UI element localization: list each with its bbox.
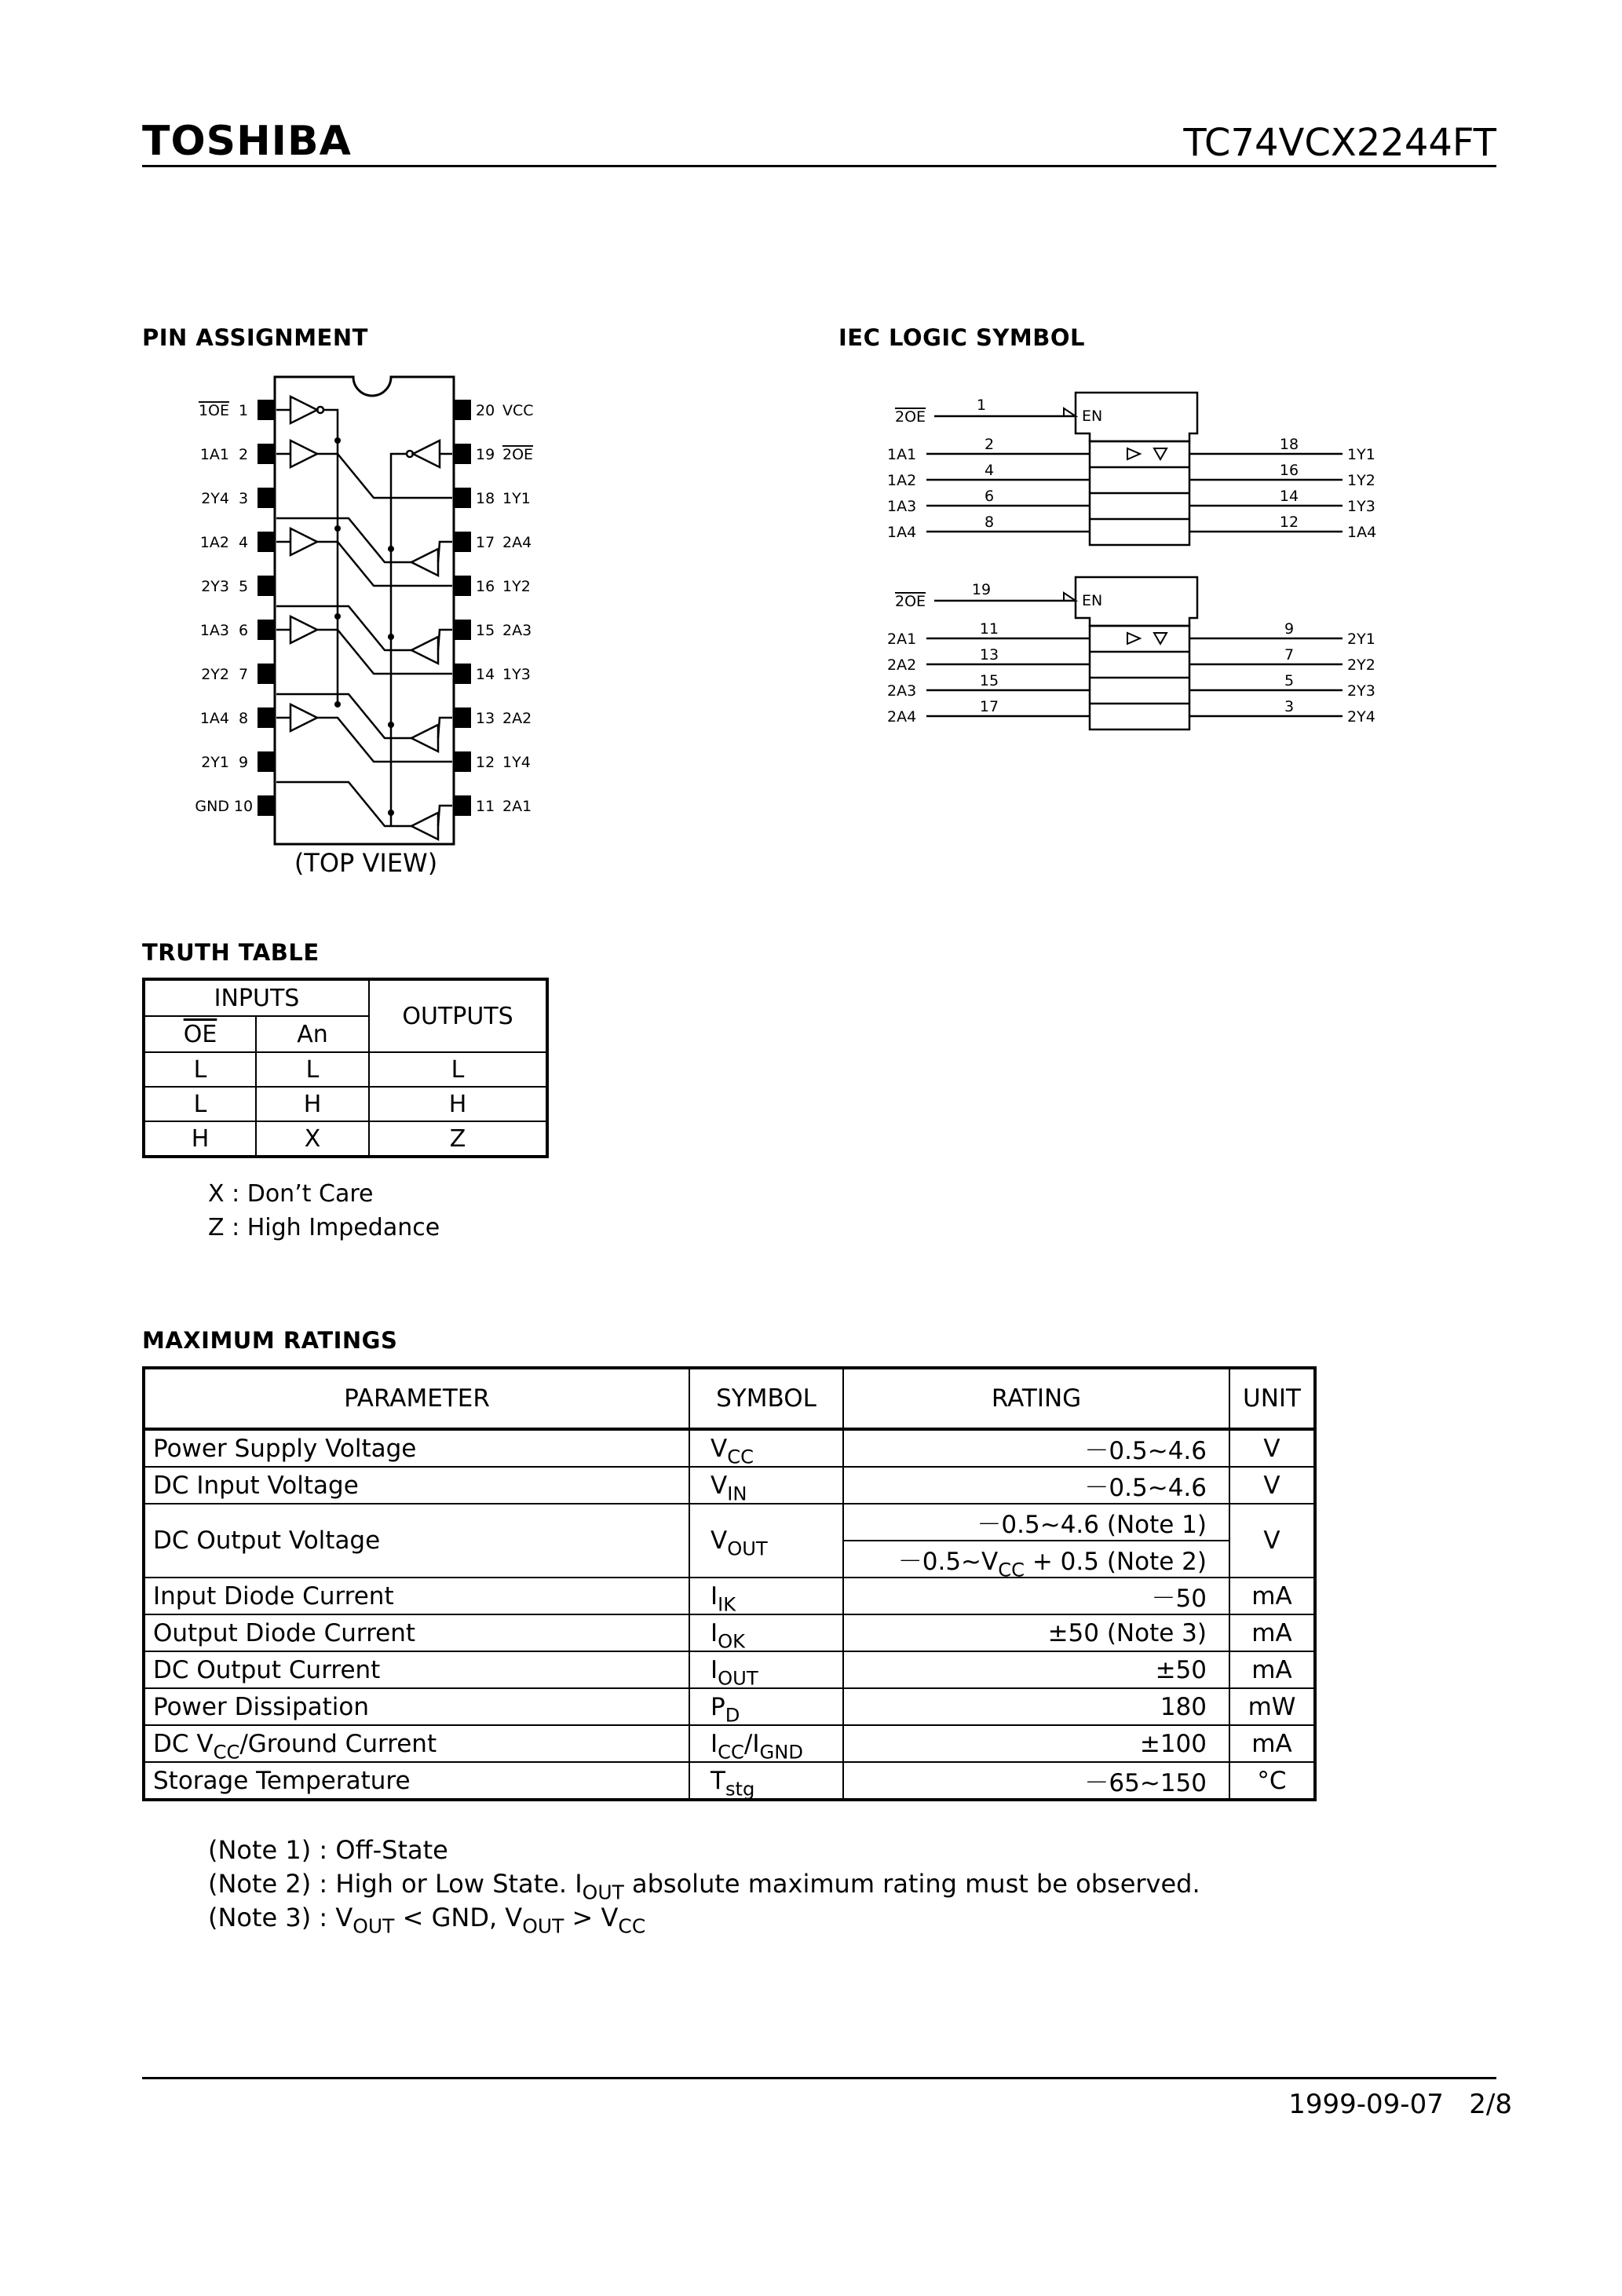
oe-name: 2OE xyxy=(895,408,926,426)
input-number: 8 xyxy=(984,514,995,531)
pin-pad xyxy=(454,400,471,420)
output-name: 2Y2 xyxy=(1347,656,1375,674)
pin-number: 5 xyxy=(238,578,249,595)
buffer-icon xyxy=(1127,633,1140,644)
pin-pad xyxy=(454,795,471,816)
col-symbol: SYMBOL xyxy=(689,1368,843,1429)
pin-pad xyxy=(454,664,471,684)
buffer-icon xyxy=(411,813,438,839)
input-name: 2A1 xyxy=(887,631,917,648)
pin-pad xyxy=(454,620,471,640)
note-3: (Note 3) : $V_{OUT}$ < GND, $V_{OUT} > V_{CC}$ xyxy=(208,1903,646,1938)
pin-name: 1A4 xyxy=(199,710,229,727)
input-name: 1A2 xyxy=(887,472,917,489)
pin-pad xyxy=(454,576,471,596)
output-number: 12 xyxy=(1279,514,1299,531)
pin-pad xyxy=(258,795,275,816)
output-number: 3 xyxy=(1284,698,1295,715)
input-name: 2A2 xyxy=(887,656,917,674)
oe-number: 19 xyxy=(971,581,992,598)
pin-number: 12 xyxy=(476,754,495,771)
table-row: DC Output Voltage $V_{OUT}$ －0.5~4.6 (Note 1) V xyxy=(144,1504,1315,1541)
buffer-icon xyxy=(290,704,317,731)
output-name: 2Y3 xyxy=(1347,682,1375,700)
output-name: 1Y1 xyxy=(1347,446,1375,463)
pin-assignment-diagram xyxy=(157,369,597,887)
table-row: Output Diode Current $I_{OK}$ ±50 (Note 3) mA xyxy=(144,1614,1315,1651)
pin-name: 1Y4 xyxy=(502,754,531,771)
pin-name: 1A2 xyxy=(199,534,229,551)
pin-number: 6 xyxy=(238,622,249,639)
pin-number: 18 xyxy=(476,490,495,507)
pin-number: 16 xyxy=(476,578,495,595)
pin-pad xyxy=(258,707,275,728)
arrow-icon xyxy=(1064,408,1076,416)
table-row: DC $V_{CC}$/Ground Current $I_{CC}/I_{GND}$ ±100 mA xyxy=(144,1725,1315,1762)
oe-header xyxy=(144,1016,256,1052)
input-number: 15 xyxy=(979,672,999,689)
max-ratings-table xyxy=(142,1366,1317,1801)
input-name: 2A3 xyxy=(887,682,917,700)
pin-pad xyxy=(454,488,471,508)
pin-pad xyxy=(454,707,471,728)
pin-pad xyxy=(258,532,275,552)
junction-dot xyxy=(388,634,394,640)
pin-name: 2Y3 xyxy=(201,578,229,595)
output-number: 9 xyxy=(1284,620,1295,638)
oe1-path xyxy=(276,397,338,707)
table-row: H X Z xyxy=(144,1121,547,1157)
pin-name: 2Y1 xyxy=(201,754,229,771)
output-number: 18 xyxy=(1279,436,1299,453)
pin-name: 2OE xyxy=(502,446,534,463)
tristate-icon xyxy=(1154,448,1167,459)
oe-name: 2OE xyxy=(895,593,926,610)
outputs-header: OUTPUTS xyxy=(369,979,547,1052)
en-label: EN xyxy=(1082,592,1103,609)
pin-name: 2Y2 xyxy=(201,666,229,683)
pin-number: 14 xyxy=(476,666,495,683)
junction-dot xyxy=(334,613,341,620)
pin-pad xyxy=(258,488,275,508)
header-rule xyxy=(142,165,1496,167)
inputs-header: INPUTS xyxy=(144,979,369,1016)
en-label: EN xyxy=(1082,408,1103,425)
footer-page: 2/8 xyxy=(1469,2089,1512,2120)
truth-table-title: TRUTH TABLE xyxy=(142,939,320,966)
output-name: 1Y2 xyxy=(1347,472,1375,489)
input-name: 1A1 xyxy=(887,446,917,463)
input-number: 4 xyxy=(984,462,995,479)
top-view-label: (TOP VIEW) xyxy=(294,848,438,878)
pin-number: 20 xyxy=(476,402,495,419)
output-number: 16 xyxy=(1279,462,1299,479)
output-name: 2Y4 xyxy=(1347,708,1375,726)
pin-number: 19 xyxy=(476,446,495,463)
iec-logic-title: IEC LOGIC SYMBOL xyxy=(838,324,1086,351)
pin-pad xyxy=(454,444,471,464)
table-row: Input Diode Current $I_{IK}$ －50 mA xyxy=(144,1578,1315,1614)
table-row: Storage Temperature $T_{stg}$ －65~150 °C xyxy=(144,1762,1315,1800)
note-2: (Note 2) : High or Low State. $I_{OUT}$ absolute maximum rating must be observed. xyxy=(208,1869,1200,1904)
input-number: 2 xyxy=(984,436,995,453)
pin-name: 2A2 xyxy=(502,710,532,727)
col-unit: UNIT xyxy=(1229,1368,1315,1429)
pin-name: 2Y4 xyxy=(201,490,229,507)
pin-pad xyxy=(258,751,275,772)
output-name: 2Y1 xyxy=(1347,631,1375,648)
an-header: An xyxy=(256,1016,369,1052)
input-number: 17 xyxy=(979,698,999,715)
footer-rule xyxy=(142,2077,1496,2079)
output-name: 1A4 xyxy=(1347,524,1377,541)
buffer-icon xyxy=(411,725,438,751)
output-number: 7 xyxy=(1284,646,1295,664)
pin-number: 4 xyxy=(238,534,249,551)
table-row: L L L xyxy=(144,1052,547,1087)
tristate-icon xyxy=(1154,633,1167,644)
input-number: 6 xyxy=(984,488,995,505)
junction-dot xyxy=(388,722,394,728)
pin-pad xyxy=(258,444,275,464)
junction-dot xyxy=(334,701,341,707)
iec-logic-diagram xyxy=(887,377,1405,746)
part-number: TC74VCX2244FT xyxy=(1183,121,1496,165)
input-name: 2A4 xyxy=(887,708,917,726)
pin-name: 1A1 xyxy=(199,446,229,463)
table-row: Power Supply Voltage $V_{CC}$ －0.5~4.6 V xyxy=(144,1429,1315,1467)
pin-name: 1A3 xyxy=(199,622,229,639)
pin-number: 3 xyxy=(238,490,249,507)
pin-name: 2A4 xyxy=(502,534,532,551)
pin-name: 1Y3 xyxy=(502,666,531,683)
pin-pad xyxy=(258,576,275,596)
junction-dot xyxy=(334,437,341,444)
table-row: DC Input Voltage $V_{IN}$ －0.5~4.6 V xyxy=(144,1467,1315,1504)
pin-pad xyxy=(258,400,275,420)
buffer-icon xyxy=(1127,448,1140,459)
legend-z: Z : High Impedance xyxy=(208,1214,440,1241)
pin-number: 13 xyxy=(476,710,495,727)
buffer-icon xyxy=(411,549,438,576)
buffer-icon xyxy=(290,616,317,643)
col-parameter: PARAMETER xyxy=(144,1368,689,1429)
junction-dot xyxy=(388,546,394,552)
input-name: 1A3 xyxy=(887,498,917,515)
pin-number: 8 xyxy=(238,710,249,727)
pin-pad xyxy=(258,620,275,640)
footer-info xyxy=(1288,2089,1512,2120)
buffer-icon xyxy=(411,637,438,664)
pin-number: 9 xyxy=(238,754,249,771)
max-ratings-title: MAXIMUM RATINGS xyxy=(142,1327,398,1354)
pin-number: 17 xyxy=(476,534,495,551)
pin-number: 11 xyxy=(476,798,495,815)
pin-name: 1Y2 xyxy=(502,578,531,595)
output-name: 1Y3 xyxy=(1347,498,1375,515)
table-row: DC Output Current $I_{OUT}$ ±50 mA xyxy=(144,1651,1315,1688)
pin-number: 1 xyxy=(238,402,249,419)
pin-number: 2 xyxy=(238,446,249,463)
junction-dot xyxy=(388,810,394,816)
buffer-icon xyxy=(290,528,317,555)
legend-x: X : Don’t Care xyxy=(208,1180,374,1208)
pin-pad xyxy=(454,532,471,552)
col-rating: RATING xyxy=(843,1368,1229,1429)
note-1: (Note 1) : Off-State xyxy=(208,1835,448,1865)
output-number: 14 xyxy=(1279,488,1299,505)
junction-dot xyxy=(334,525,341,532)
pin-name: VCC xyxy=(502,402,534,419)
pin-name: 1Y1 xyxy=(502,490,531,507)
table-row: L H H xyxy=(144,1087,547,1121)
oe-label: $\overline{OE}$ xyxy=(183,1020,217,1048)
output-number: 5 xyxy=(1284,672,1295,689)
pin-name: 1OE xyxy=(198,402,229,419)
pin-name: GND xyxy=(195,798,229,815)
ratings-notes xyxy=(208,1834,1200,1938)
pin-assignment-title: PIN ASSIGNMENT xyxy=(142,324,368,351)
pin-pad xyxy=(258,664,275,684)
truth-table xyxy=(142,978,549,1158)
pin-pad xyxy=(454,751,471,772)
pin-number: 15 xyxy=(476,622,495,639)
brand-logo: TOSHIBA xyxy=(142,118,352,165)
pin-name: 2A1 xyxy=(502,798,532,815)
buffer-icon xyxy=(290,441,317,467)
pin-number: 10 xyxy=(233,798,254,815)
table-row: $-0.5\sim V_{CC} + 0.5$ (Note 2) xyxy=(144,1541,1315,1578)
table-row: Power Dissipation $P_D$ 180 mW xyxy=(144,1688,1315,1725)
arrow-icon xyxy=(1064,593,1076,601)
input-name: 1A4 xyxy=(887,524,917,541)
pin-name: 2A3 xyxy=(502,622,532,639)
oe-number: 1 xyxy=(976,397,987,414)
input-number: 13 xyxy=(979,646,999,664)
input-number: 11 xyxy=(979,620,999,638)
pin-number: 7 xyxy=(238,666,249,683)
footer-date: 1999-09-07 xyxy=(1288,2089,1444,2120)
